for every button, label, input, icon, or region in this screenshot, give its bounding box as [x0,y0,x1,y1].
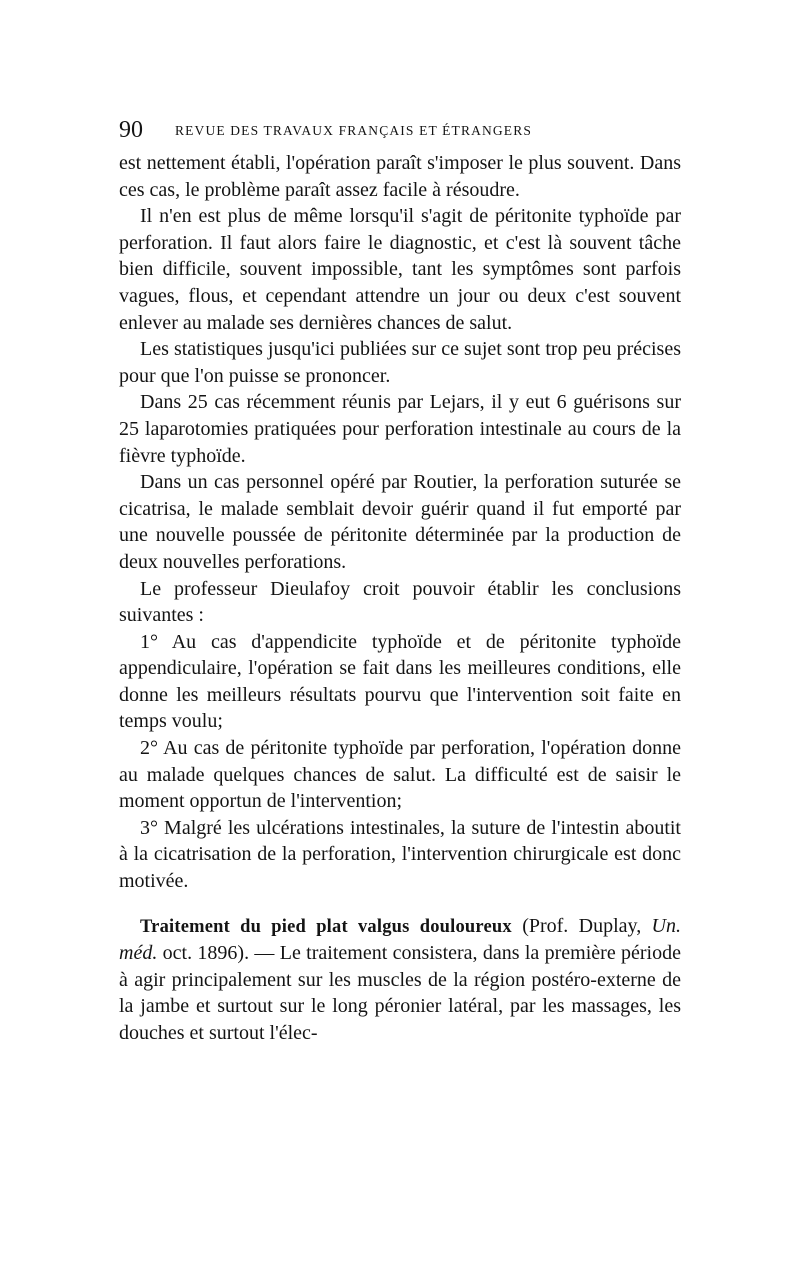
citation-open: (Prof. Duplay, [511,914,652,937]
running-title: REVUE DES TRAVAUX FRANÇAIS ET ÉTRANGERS [175,123,533,138]
page-number: 90 [119,117,143,143]
section-text: Le traitement consistera, dans la première période à agir principalement sur les muscles de la région postéro-externe de la jambe et surtout sur le long péronier latéral, par les massages, les douches et surtout l'élec- [119,942,681,1044]
section-title: Traitement du pied plat valgus douloureux [140,916,512,937]
list-item: 3° Malgré les ulcérations intestinales, la suture de l'intestin aboutit à la cicatrisation de la perforation, l'intervention chirurgicale est donc motivée. [119,816,681,893]
paragraph: Il n'en est plus de même lorsqu'il s'agit de péritonite typhoïde par perforation. Il faut alors faire le diagnostic, et c'est là souvent tâche bien difficile, souvent impossible, tant les symptômes sont parfois vagues, flous, et cependant attendre un jour ou deux c'est souvent enlever au malade ses dernières chances de salut. [119,205,681,334]
list-item: 2° Au cas de péritonite typhoïde par perforation, l'opération donne au malade quelques chances de salut. La difficulté est de saisir le moment opportun de l'intervention; [119,737,681,813]
page-body [119,150,681,1047]
journal-name: Un. méd. [119,914,681,965]
section-paragraph [119,913,681,1047]
paragraph: Les statistiques jusqu'ici publiées sur ce sujet sont trop peu précises pour que l'on puisse se prononcer. [119,338,681,387]
citation-close: oct. 1896). — [157,942,280,965]
paragraph: Dans 25 cas récemment réunis par Lejars, il y eut 6 guérisons sur 25 laparotomies pratiquées pour perforation intestinale au cours de la fièvre typhoïde. [119,391,681,467]
paragraph: Le professeur Dieulafoy croit pouvoir établir les conclusions suivantes : [119,577,681,627]
list-item: 1° Au cas d'appendicite typhoïde et de péritonite typhoïde appendiculaire, l'opération se fait dans les meilleures conditions, elle donne les meilleurs résultats pourvu que l'intervention soit faite en temps voulu; [119,630,681,733]
paragraph: Dans un cas personnel opéré par Routier, la perforation suturée se cicatrisa, le malade semblait devoir guérir quand il fut emporté par une nouvelle poussée de péritonite déterminée par la production de deux nouvelles perforations. [119,471,681,573]
page-header [119,112,683,148]
paragraph: est nettement établi, l'opération paraît s'imposer le plus souvent. Dans ces cas, le problème paraît assez facile à résoudre. [119,152,681,201]
